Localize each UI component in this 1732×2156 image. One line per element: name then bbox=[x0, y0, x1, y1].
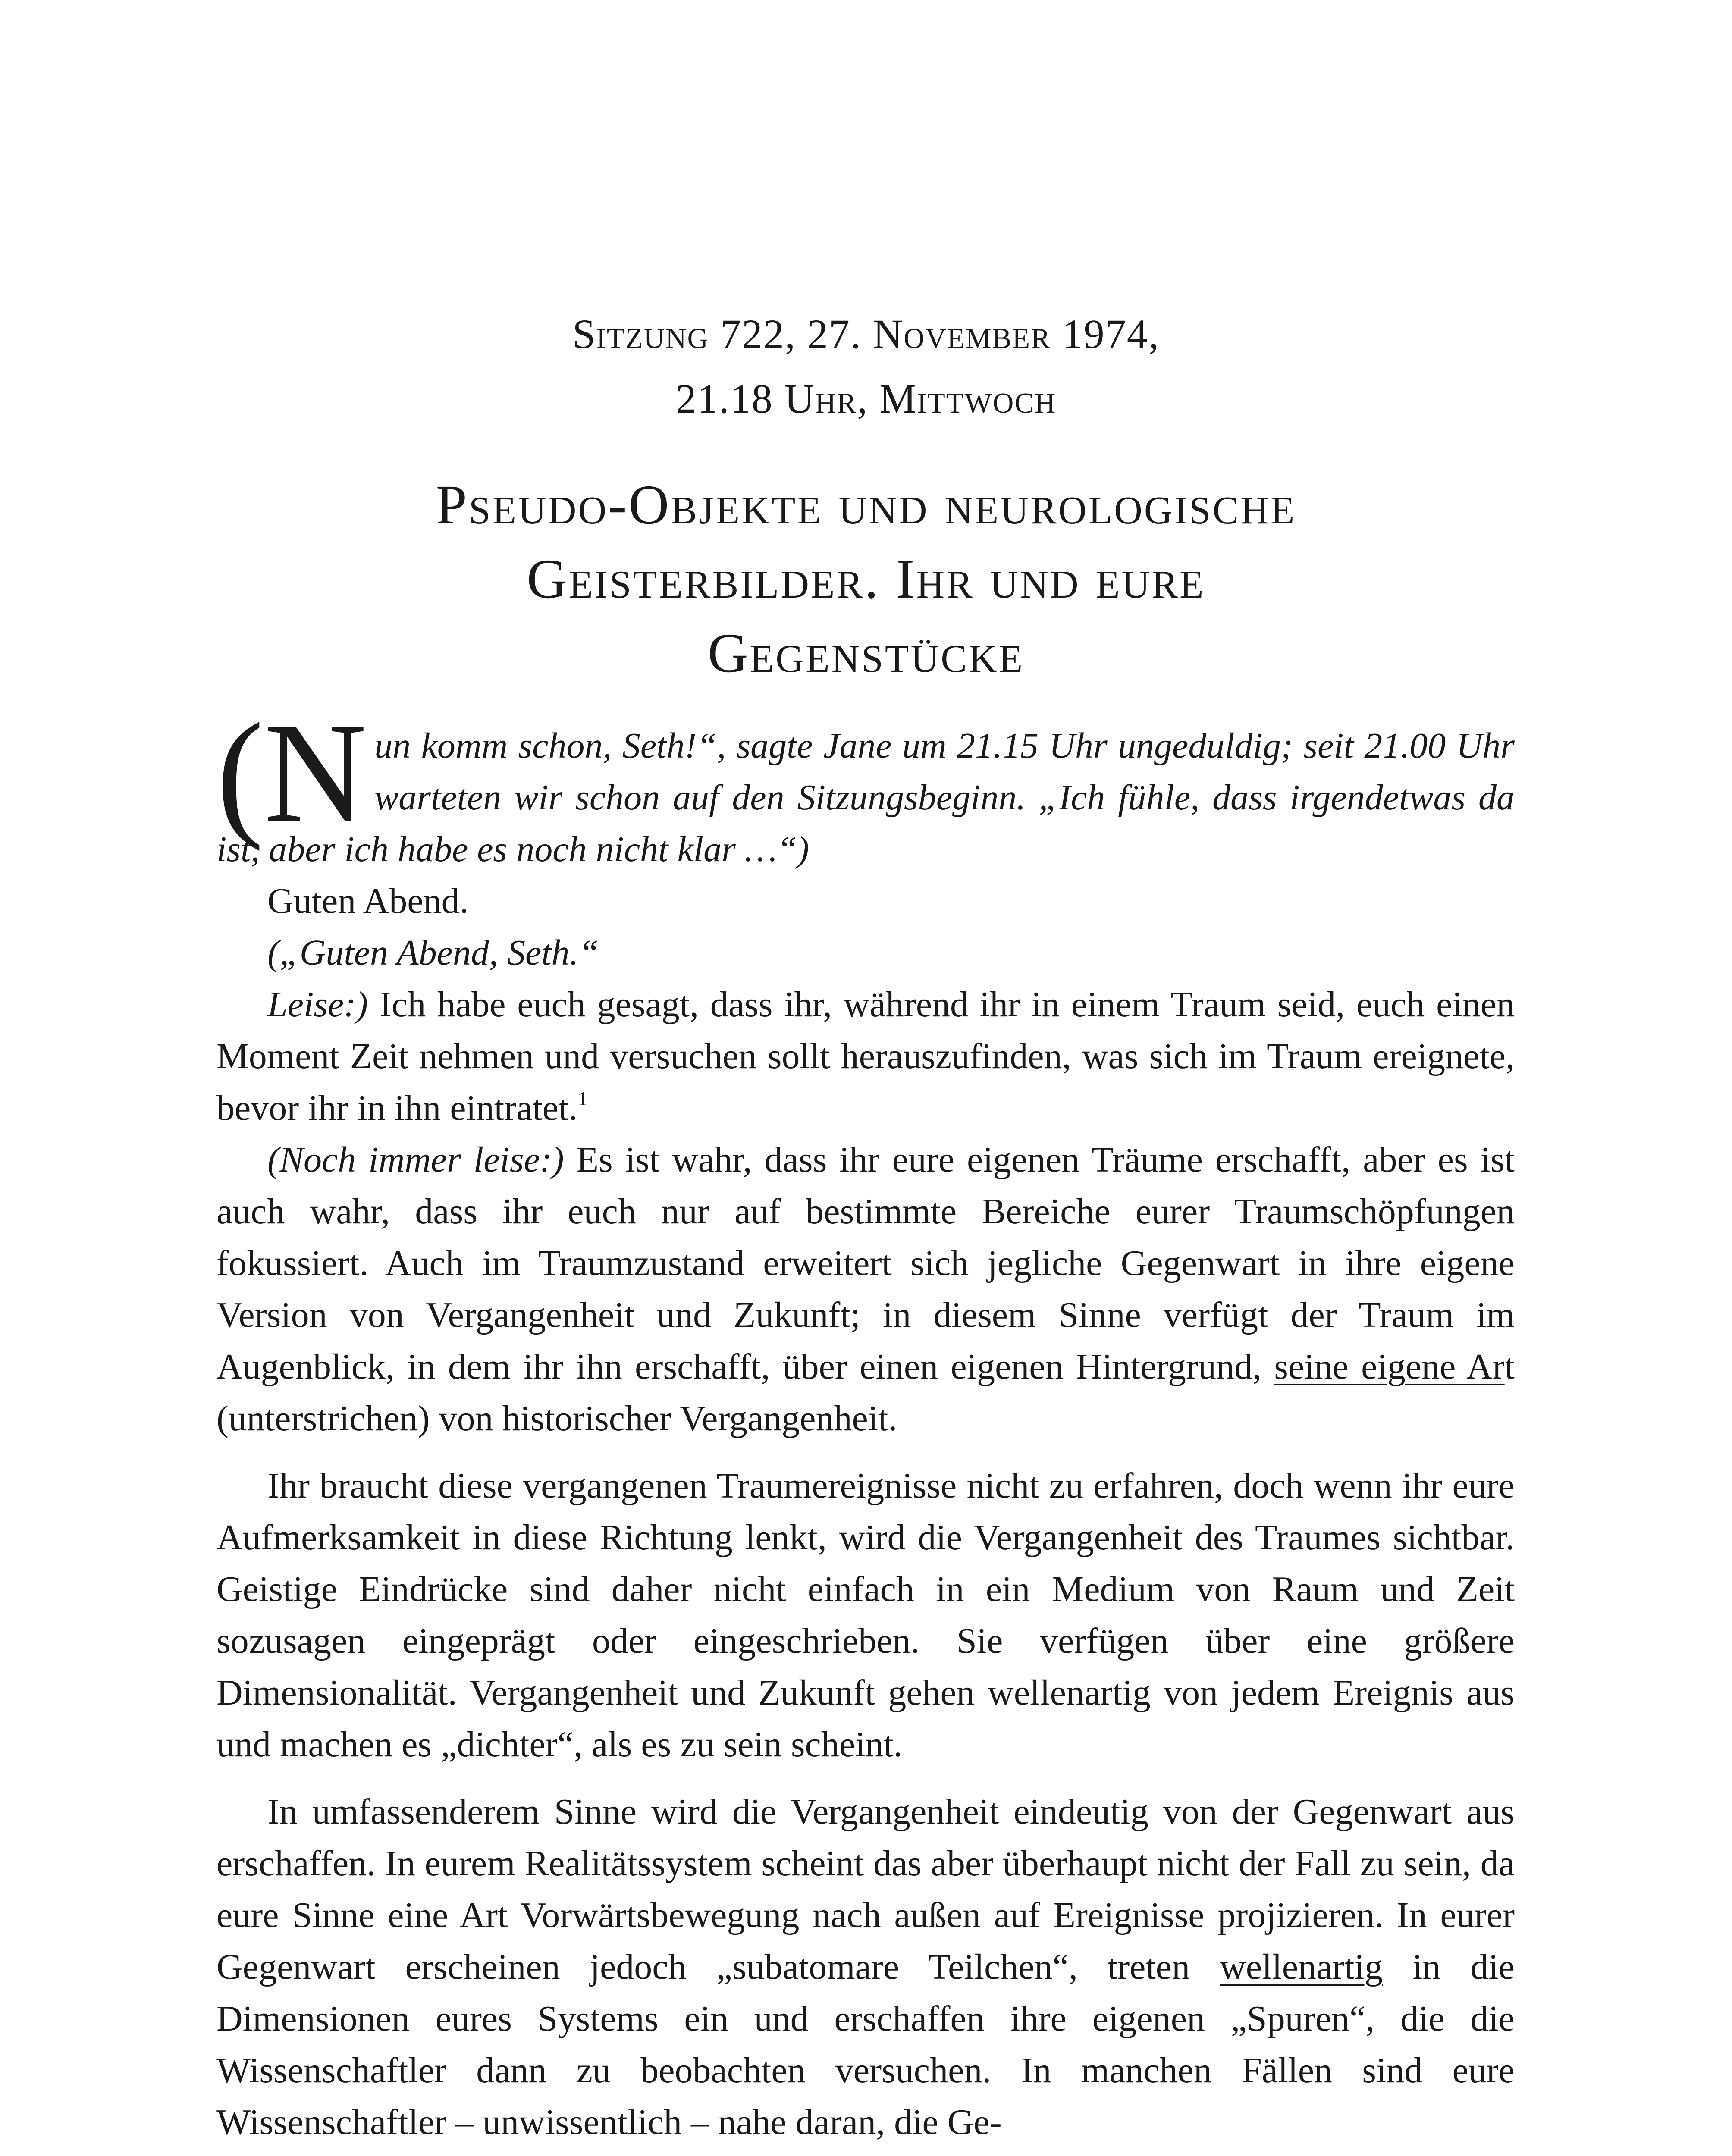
drop-cap bbox=[216, 694, 367, 852]
session-header bbox=[0, 302, 1732, 431]
footnote-marker: 1 bbox=[577, 1087, 588, 1109]
paragraph-2-stage-cue: (Noch immer leise:) bbox=[267, 1140, 564, 1180]
paragraph-4-text-b: in die Dimensionen eures Systems ein und erschaffen ihre eigenen „Spuren“, die die Wissenschaftler dann zu beobachten versuchen. In manchen Fällen sind eure Wissenschaftler – unwissentlich – nahe daran, die Ge- bbox=[216, 1947, 1515, 2142]
chapter-title-line-1: Pseudo-Objekte und neurologische bbox=[436, 474, 1296, 536]
paragraph-2-text-b: t (unterstrichen) von historischer Vergangenheit. bbox=[216, 1347, 1515, 1438]
chapter-title bbox=[0, 468, 1732, 690]
underlined-phrase: seine eigene Ar bbox=[1274, 1347, 1505, 1387]
body-text bbox=[216, 694, 1515, 2148]
paragraph-3: Ihr braucht diese vergangenen Traumereignisse nicht zu erfahren, doch wenn ihr eure Aufmerksamkeit in diese Richtung lenkt, wird die Vergangenheit des Traumes sichtbar. Geistige Eindrücke sind daher nicht einfach in ein Medium von Raum und Zeit sozusagen eingeprägt oder eingeschrieben. Sie verfügen über eine größere Dimensionalität. Vergangenheit und Zukunft gehen wellenartig von jedem Ereignis aus und machen es „dichter“, als es zu sein scheint. bbox=[216, 1466, 1515, 1764]
intro-paragraph bbox=[216, 694, 1515, 875]
paragraph-2 bbox=[216, 1134, 1515, 1445]
reply-paragraph: („Guten Abend, Seth.“ bbox=[267, 933, 599, 973]
underlined-word: wellenartig bbox=[1220, 1947, 1383, 1987]
chapter-title-line-2: Geisterbilder. Ihr und eure bbox=[527, 548, 1205, 610]
drop-cap-bracket: ( bbox=[216, 694, 264, 852]
chapter-title-line-3: Gegenstücke bbox=[707, 622, 1025, 684]
session-time-line: 21.18 Uhr, Mittwoch bbox=[675, 376, 1057, 422]
intro-text: un komm schon, Seth!“, sagte Jane um 21.15 Uhr ungeduldig; seit 21.00 Uhr warteten wir schon auf den Sitzungsbeginn. „Ich fühle, dass irgendetwas da ist, aber ich habe es noch nicht klar …“) bbox=[216, 726, 1515, 869]
drop-cap-letter: N bbox=[264, 694, 367, 852]
paragraph-4-text-a: In umfassenderem Sinne wird die Vergangenheit eindeutig von der Gegenwart aus erschaffen. In eurem Realitätssystem scheint das aber überhaupt nicht der Fall zu sein, da eure Sinne eine Art Vorwärtsbewegung nach außen auf Ereignisse projizieren. In eurer Gegenwart erscheinen jedoch „subatomare Teilchen“, treten bbox=[216, 1792, 1515, 1987]
greeting-paragraph: Guten Abend. bbox=[267, 881, 469, 921]
paragraph-1 bbox=[216, 979, 1515, 1134]
session-date-line: Sitzung 722, 27. November 1974, bbox=[572, 311, 1160, 357]
paragraph-1-stage-cue: Leise:) bbox=[267, 984, 368, 1025]
paragraph-1-text: Ich habe euch gesagt, dass ihr, während ihr in einem Traum seid, euch einen Moment Zeit nehmen und versuchen sollt herauszufinden, was sich im Traum ereignete, bevor ihr in ihn eintratet. bbox=[216, 984, 1515, 1128]
paragraph-2-text-a: Es ist wahr, dass ihr eure eigenen Träume erschafft, aber es ist auch wahr, dass ihr euch nur auf bestimmte Bereiche eurer Traumschöpfungen fokussiert. Auch im Traumzustand erweitert sich jegliche Gegenwart in ihre eigene Version von Vergangenheit und Zukunft; in diesem Sinne verfügt der Traum im Augenblick, in dem ihr ihn erschafft, über einen eigenen Hintergrund, bbox=[216, 1140, 1515, 1387]
paragraph-4 bbox=[216, 1786, 1515, 2148]
